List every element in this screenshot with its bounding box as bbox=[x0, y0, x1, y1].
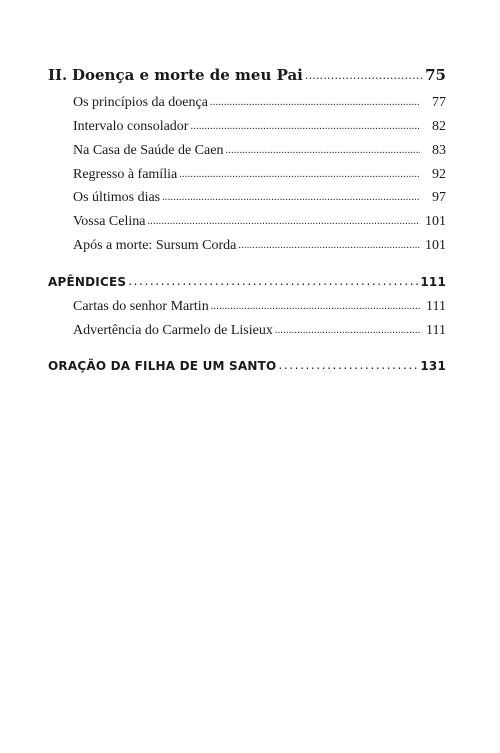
toc-section-appendices[interactable] bbox=[48, 275, 446, 289]
toc-entry-page: 101 bbox=[425, 214, 446, 229]
toc-entry-title: Advertência do Carmelo de Lisieux bbox=[73, 323, 273, 338]
chapter-page-number: 75 bbox=[425, 66, 446, 84]
toc-entry-page: 101 bbox=[425, 238, 446, 253]
toc-entry-title: Os princípios da doença bbox=[73, 95, 208, 110]
toc-entry-page: 77 bbox=[432, 95, 446, 110]
toc-entry[interactable] bbox=[73, 190, 446, 206]
toc-entry-title: Cartas do senhor Martin bbox=[73, 299, 209, 314]
dot-leader bbox=[225, 145, 420, 156]
toc-entry-page: 97 bbox=[432, 190, 446, 205]
dot-leader bbox=[179, 169, 420, 180]
dot-leader bbox=[275, 325, 420, 336]
toc-entry-page: 111 bbox=[426, 299, 446, 314]
toc-entry-title: Na Casa de Saúde de Caen bbox=[73, 143, 224, 158]
toc-entry-title: Os últimos dias bbox=[73, 190, 161, 205]
toc-entry-page: 111 bbox=[426, 323, 446, 338]
dot-leader bbox=[278, 358, 418, 372]
dot-leader bbox=[147, 216, 420, 227]
toc-entry-title: Vossa Celina bbox=[73, 214, 146, 229]
toc-entry-page: 83 bbox=[432, 143, 446, 158]
toc-entry[interactable] bbox=[73, 299, 446, 315]
toc-section-prayer[interactable] bbox=[48, 359, 446, 373]
toc-entry[interactable] bbox=[73, 238, 446, 254]
dot-leader bbox=[190, 121, 420, 132]
toc-entry-page: 82 bbox=[432, 119, 446, 134]
section-title: ORAÇÃO DA FILHA DE UM SANTO bbox=[48, 359, 277, 373]
toc-entry-page: 92 bbox=[432, 167, 446, 182]
toc-entry-title: Após a morte: Sursum Corda bbox=[73, 238, 237, 253]
dot-leader bbox=[305, 69, 423, 82]
section-title: APÊNDICES bbox=[48, 275, 127, 289]
toc-entry[interactable] bbox=[73, 214, 446, 230]
toc-entry[interactable] bbox=[73, 143, 446, 159]
dot-leader bbox=[238, 240, 420, 251]
chapter-number: II. bbox=[48, 66, 68, 84]
dot-leader bbox=[128, 274, 418, 288]
toc-entry-title: Intervalo consolador bbox=[73, 119, 189, 134]
toc-entry-title: Regresso à família bbox=[73, 167, 178, 182]
toc-entry[interactable] bbox=[73, 119, 446, 135]
dot-leader bbox=[162, 192, 420, 203]
toc-chapter-heading[interactable] bbox=[48, 66, 446, 84]
toc-entry[interactable] bbox=[73, 167, 446, 183]
section-page-number: 111 bbox=[420, 275, 446, 289]
chapter-title: Doença e morte de meu Pai bbox=[72, 66, 303, 84]
section-page-number: 131 bbox=[420, 359, 446, 373]
dot-leader bbox=[211, 301, 420, 312]
toc-entry[interactable] bbox=[73, 323, 446, 339]
dot-leader bbox=[210, 97, 420, 108]
toc-entry[interactable] bbox=[73, 95, 446, 111]
